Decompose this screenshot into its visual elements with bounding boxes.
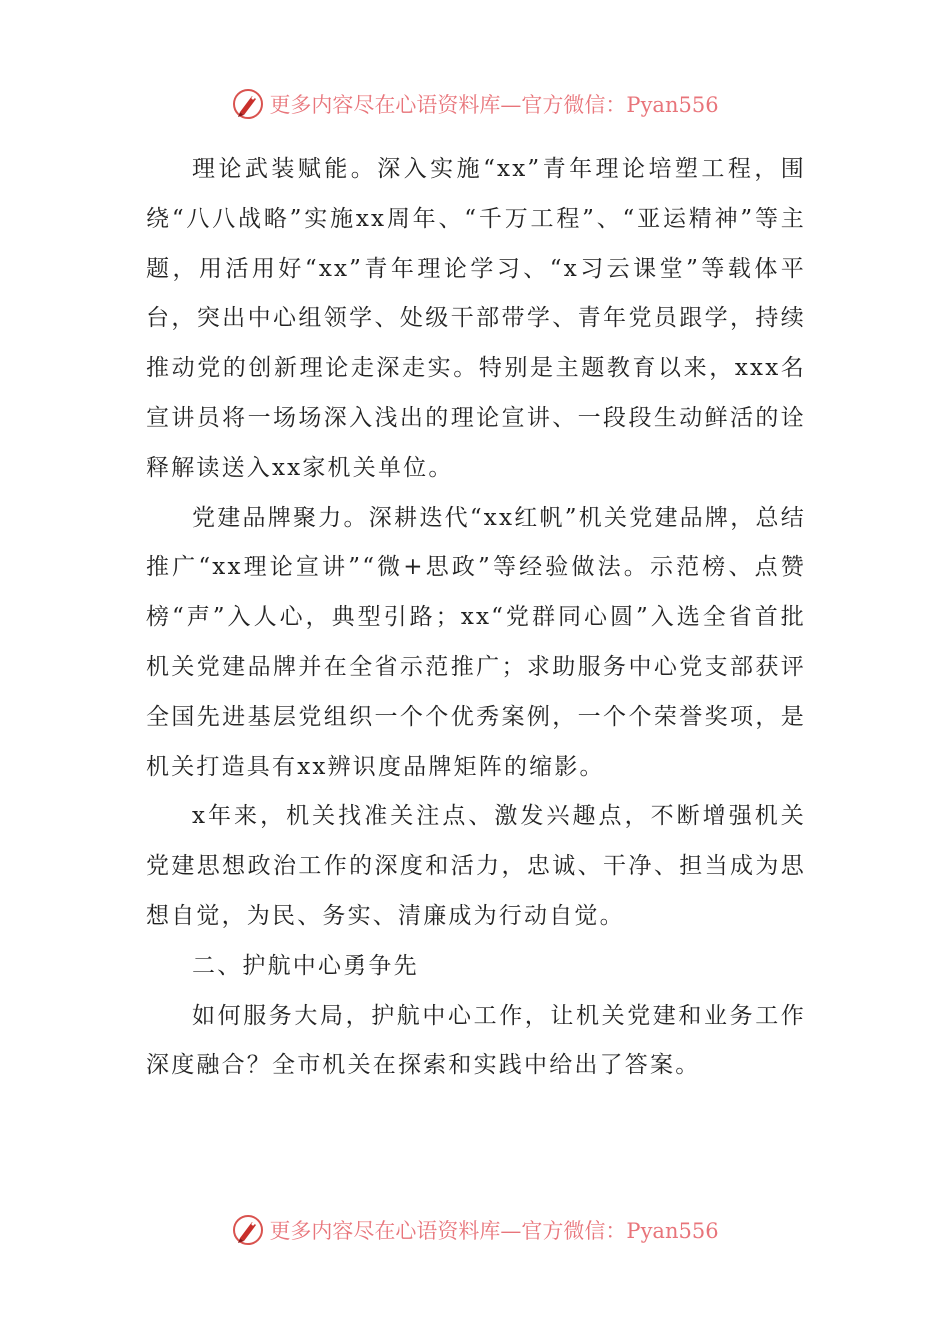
watermark-text: 更多内容尽在心语资料库—官方微信：Pyan556 [269,93,719,117]
pen-nib-circle-icon [231,1213,265,1247]
pen-nib-circle-icon [231,87,265,121]
paragraph-theory: 理论武装赋能。深入实施“xx”青年理论培塑工程，围绕“八八战略”实施xx周年、“千万工程”、“亚运精神”等主题，用活用好“xx”青年理论学习、“x习云课堂”等载体平台，突出中心组领学、处级干部带学、青年党员跟学，持续推动党的创新理论走深走实。特别是主题教育以来，xxx名宣讲员将一场场深入浅出的理论宣讲、一段段生动鲜活的诠释解读送入xx家机关单位。 [146,156,806,481]
header-watermark [0,84,950,124]
section-heading: 二、护航中心勇争先 [192,952,419,979]
paragraph-intro: 如何服务大局，护航中心工作，让机关党建和业务工作深度融合？全市机关在探索和实践中给出了答案。 [146,1002,806,1079]
paragraph-summary: x年来，机关找准关注点、激发兴趣点，不断增强机关党建思想政治工作的深度和活力，忠诚、干净、担当成为思想自觉，为民、务实、清廉成为行动自觉。 [146,803,806,929]
paragraph-brand: 党建品牌聚力。深耕迭代“xx红帆”机关党建品牌，总结推广“xx理论宣讲”“微+思政”等经验做法。示范榜、点赞榜“声”入人心，典型引路；xx“党群同心圆”入选全省首批机关党建品牌并在全省示范推广；求助服务中心党支部获评全国先进基层党组织一个个优秀案例，一个个荣誉奖项，是机关打造具有xx辨识度品牌矩阵的缩影。 [146,504,806,780]
document-body [146,145,806,1091]
footer-watermark [0,1210,950,1250]
watermark-text: 更多内容尽在心语资料库—官方微信：Pyan556 [269,1219,719,1243]
